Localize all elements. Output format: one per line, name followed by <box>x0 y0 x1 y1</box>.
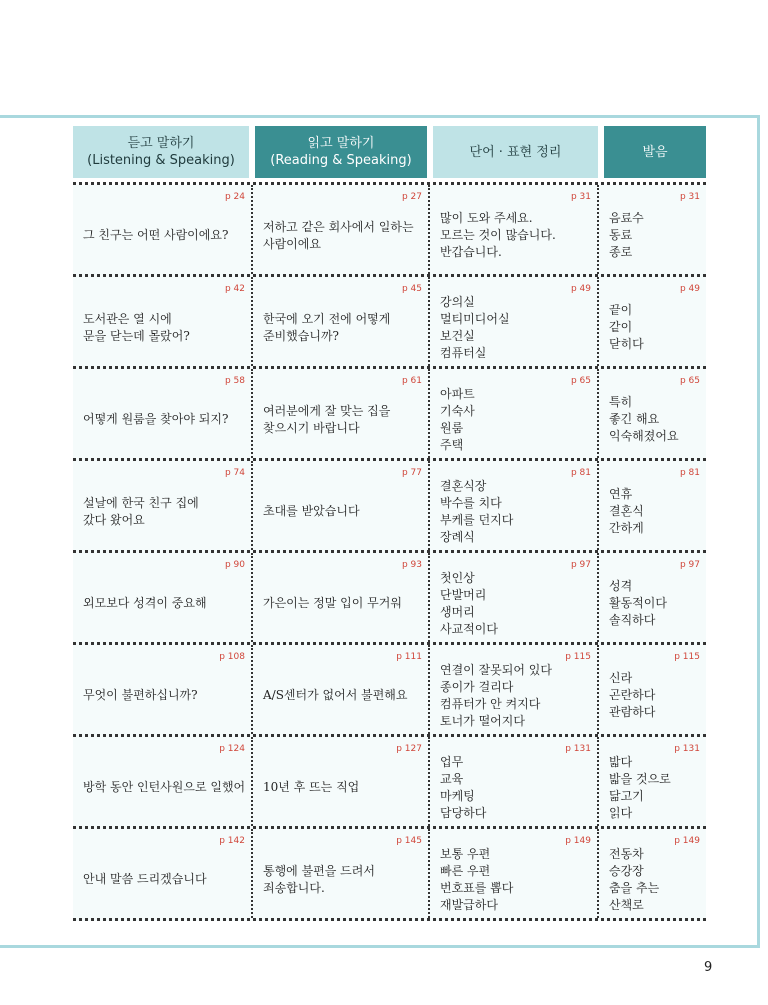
cell-reading <box>253 737 430 826</box>
table-row <box>73 369 706 461</box>
cell-vocabulary <box>430 461 599 550</box>
cell-text-line: 산책로 <box>609 897 644 912</box>
header-vocab-title: 단어 · 표현 정리 <box>469 144 562 160</box>
page-reference: p 58 <box>224 376 245 386</box>
cell-text-line: 기숙사 <box>440 403 475 418</box>
cell-text-line: 많이 도와 주세요. <box>440 211 533 225</box>
cell-listening <box>73 737 253 826</box>
cell-text-line: 활동적이다 <box>609 596 667 610</box>
header-listening-subtitle: (Listening & Speaking) <box>87 153 235 168</box>
table-row <box>73 461 706 553</box>
cell-text-line: 곤란하다 <box>609 688 656 702</box>
cell-text-line: 익숙해졌어요 <box>609 429 679 443</box>
cell-text-line: 준비했습니까? <box>263 328 339 343</box>
cell-text-line: 한국에 오기 전에 어떻게 <box>263 311 391 326</box>
cell-reading <box>253 829 430 918</box>
cell-text-line: 관람하다 <box>609 705 656 719</box>
cell-text-line: 담당하다 <box>440 805 487 820</box>
cell-reading <box>253 645 430 734</box>
cell-pronunciation <box>599 645 706 734</box>
page-number: 9 <box>704 960 713 975</box>
page-reference: p 74 <box>224 468 245 478</box>
page-reference: p 61 <box>401 376 422 386</box>
cell-vocabulary <box>430 553 599 642</box>
cell-listening <box>73 553 253 642</box>
cell-text-line: 찾으시기 바랍니다 <box>263 420 360 435</box>
cell-text-line: 종이가 걸리다 <box>440 679 514 694</box>
page-reference: p 90 <box>224 560 245 570</box>
page-reference: p 81 <box>570 468 591 478</box>
cell-reading <box>253 553 430 642</box>
cell-text-line: 박수를 치다 <box>440 495 502 510</box>
cell-text-line: 번호표를 뽑다 <box>440 880 514 895</box>
page-reference: p 42 <box>224 284 245 294</box>
cell-listening <box>73 829 253 918</box>
cell-text-line: 춤을 추는 <box>609 880 660 895</box>
header-reading-subtitle: (Reading & Speaking) <box>270 153 412 168</box>
page-reference: p 97 <box>570 560 591 570</box>
cell-listening <box>73 185 253 274</box>
page-reference: p 49 <box>570 284 591 294</box>
cell-reading <box>253 369 430 458</box>
cell-text-line: 사람이에요 <box>263 236 321 251</box>
cell-text-line: 성격 <box>609 579 633 593</box>
page-reference: p 149 <box>674 836 700 846</box>
cell-text-line: 보건실 <box>440 328 475 343</box>
cell-pronunciation <box>599 461 706 550</box>
cell-text-line: 저하고 같은 회사에서 일하는 <box>263 219 414 234</box>
table-row <box>73 185 706 277</box>
header-reading-speaking <box>255 126 427 178</box>
cell-text-line: 아파트 <box>440 386 475 401</box>
cell-text-line: A/S센터가 없어서 불편해요 <box>263 688 408 702</box>
cell-text-line: 밟다 <box>609 754 633 769</box>
cell-reading <box>253 277 430 366</box>
cell-listening <box>73 277 253 366</box>
cell-text-line: 밟을 것으로 <box>609 771 671 786</box>
cell-text-line: 컴퓨터가 안 켜지다 <box>440 696 541 711</box>
header-pronunciation <box>604 126 706 178</box>
cell-text-line: 멀티미디어실 <box>440 311 510 326</box>
page-reference: p 31 <box>570 192 591 202</box>
cell-text-line: 닫히다 <box>609 337 644 351</box>
cell-text-line: 반갑습니다. <box>440 245 502 259</box>
table-header <box>73 126 706 178</box>
cell-reading <box>253 461 430 550</box>
header-vocabulary <box>433 126 598 178</box>
cell-listening <box>73 369 253 458</box>
cell-text-line: 닮고기 <box>609 788 644 803</box>
table-row <box>73 829 706 921</box>
cell-text-line: 승강장 <box>609 863 644 878</box>
cell-text-line: 도서관은 열 시에 <box>83 311 172 326</box>
cell-vocabulary <box>430 645 599 734</box>
header-listening-title: 듣고 말하기 <box>127 136 195 151</box>
cell-text-line: 읽다 <box>609 805 633 820</box>
cell-text-line: 무엇이 불편하십니까? <box>83 688 198 702</box>
cell-text-line: 외모보다 성격이 중요해 <box>83 596 207 610</box>
cell-listening <box>73 645 253 734</box>
page-reference: p 145 <box>396 836 422 846</box>
page-reference: p 24 <box>224 192 245 202</box>
cell-text-line: 결혼식 <box>609 504 644 518</box>
cell-text-line: 원룸 <box>440 420 464 435</box>
page-reference: p 31 <box>679 192 700 202</box>
cell-text-line: 사교적이다 <box>440 621 498 636</box>
cell-text-line: 솔직하다 <box>609 613 656 627</box>
cell-text-line: 주택 <box>440 437 464 452</box>
cell-text-line: 업무 <box>440 754 464 769</box>
page-reference: p 142 <box>219 836 245 846</box>
cell-pronunciation <box>599 737 706 826</box>
page-reference: p 81 <box>679 468 700 478</box>
cell-text-line: 그 친구는 어떤 사람이에요? <box>83 228 229 242</box>
cell-text-line: 10년 후 뜨는 직업 <box>263 780 360 794</box>
page-reference: p 65 <box>679 376 700 386</box>
cell-text-line: 보통 우편 <box>440 846 491 861</box>
cell-text-line: 초대를 받았습니다 <box>263 504 360 518</box>
cell-text-line: 강의실 <box>440 294 475 309</box>
cell-text-line: 가은이는 정말 입이 무거워 <box>263 596 402 610</box>
cell-listening <box>73 461 253 550</box>
page-reference: p 97 <box>679 560 700 570</box>
cell-text-line: 교육 <box>440 771 464 786</box>
page-reference: p 77 <box>401 468 422 478</box>
cell-text-line: 여러분에게 잘 맞는 집을 <box>263 403 391 418</box>
page-reference: p 149 <box>565 836 591 846</box>
cell-text-line: 동료 <box>609 228 633 242</box>
cell-vocabulary <box>430 185 599 274</box>
table-row <box>73 277 706 369</box>
cell-text-line: 끝이 <box>609 303 633 317</box>
cell-text-line: 죄송합니다. <box>263 880 325 895</box>
cell-text-line: 연결이 잘못되어 있다 <box>440 662 552 677</box>
cell-text-line: 부케를 던지다 <box>440 512 514 527</box>
page-reference: p 65 <box>570 376 591 386</box>
cell-text-line: 안내 말씀 드리겠습니다 <box>83 872 207 886</box>
cell-text-line: 통행에 불편을 드려서 <box>263 863 375 878</box>
cell-reading <box>253 185 430 274</box>
header-reading-title: 읽고 말하기 <box>307 136 375 151</box>
page-reference: p 131 <box>565 744 591 754</box>
page-reference: p 49 <box>679 284 700 294</box>
cell-vocabulary <box>430 829 599 918</box>
page-reference: p 131 <box>674 744 700 754</box>
page-reference: p 45 <box>401 284 422 294</box>
table-row <box>73 553 706 645</box>
cell-text-line: 문을 닫는데 몰랐어? <box>83 328 190 343</box>
cell-text-line: 간하게 <box>609 521 644 535</box>
cell-text-line: 빠른 우편 <box>440 863 491 878</box>
cell-text-line: 장례식 <box>440 529 475 544</box>
cell-text-line: 마케팅 <box>440 788 475 803</box>
header-pron-title: 발음 <box>642 144 668 160</box>
page-reference: p 115 <box>565 652 591 662</box>
cell-text-line: 재발급하다 <box>440 897 498 912</box>
cell-text-line: 결혼식장 <box>440 478 487 493</box>
cell-text-line: 연휴 <box>609 487 633 501</box>
contents-table <box>73 126 706 921</box>
cell-text-line: 방학 동안 인턴사원으로 일했어 <box>83 780 246 794</box>
page-reference: p 124 <box>219 744 245 754</box>
cell-pronunciation <box>599 369 706 458</box>
cell-vocabulary <box>430 369 599 458</box>
cell-vocabulary <box>430 737 599 826</box>
cell-text-line: 갔다 왔어요 <box>83 512 145 527</box>
cell-text-line: 어떻게 원룸을 찾아야 되지? <box>83 412 229 426</box>
cell-text-line: 신라 <box>609 671 633 685</box>
page-reference: p 127 <box>396 744 422 754</box>
cell-text-line: 음료수 <box>609 211 644 225</box>
cell-text-line: 단발머리 <box>440 587 487 602</box>
cell-text-line: 전동차 <box>609 846 644 861</box>
table-row <box>73 645 706 737</box>
page-reference: p 93 <box>401 560 422 570</box>
header-listening-speaking <box>73 126 249 178</box>
table-body <box>73 182 706 921</box>
cell-text-line: 토너가 떨어지다 <box>440 713 525 728</box>
cell-text-line: 생머리 <box>440 604 475 619</box>
page-reference: p 115 <box>674 652 700 662</box>
cell-vocabulary <box>430 277 599 366</box>
cell-text-line: 좋긴 해요 <box>609 412 660 426</box>
cell-text-line: 특히 <box>609 395 633 409</box>
table-row <box>73 737 706 829</box>
cell-text-line: 설날에 한국 친구 집에 <box>83 495 199 510</box>
cell-text-line: 모르는 것이 많습니다. <box>440 228 556 242</box>
cell-text-line: 컴퓨터실 <box>440 345 487 360</box>
cell-pronunciation <box>599 829 706 918</box>
cell-text-line: 같이 <box>609 320 633 334</box>
cell-pronunciation <box>599 185 706 274</box>
page-reference: p 108 <box>219 652 245 662</box>
cell-pronunciation <box>599 277 706 366</box>
page-reference: p 111 <box>396 652 422 662</box>
cell-text-line: 첫인상 <box>440 570 475 585</box>
cell-pronunciation <box>599 553 706 642</box>
page-reference: p 27 <box>401 192 422 202</box>
cell-text-line: 종로 <box>609 245 633 259</box>
